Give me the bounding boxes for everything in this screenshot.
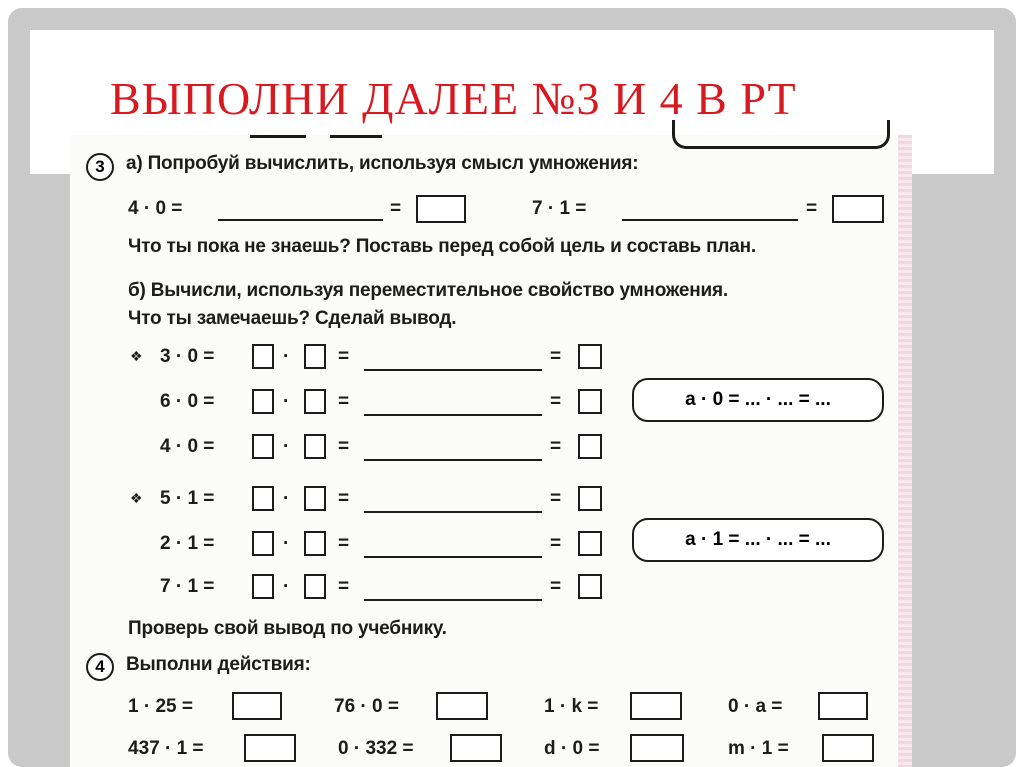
result-box[interactable] (578, 574, 602, 599)
equals-sign: = (390, 198, 402, 219)
multiply-dot: · (283, 391, 290, 412)
task3a-prompt: а) Попробуй вычислить, используя смысл умножения: (126, 153, 639, 174)
task4-expression: m · 1 = (728, 738, 789, 759)
multiply-dot: · (283, 576, 290, 597)
equals-sign: = (550, 436, 562, 457)
factor-box[interactable] (252, 344, 274, 369)
answer-box[interactable] (416, 195, 466, 223)
equals-sign: = (550, 391, 562, 412)
task3a-expression-2: 7 · 1 = (532, 198, 587, 219)
answer-box[interactable] (822, 734, 874, 762)
equals-sign: = (550, 346, 562, 367)
answer-box[interactable] (630, 734, 684, 762)
equals-sign: = (338, 436, 350, 457)
task-number-badge: 4 (86, 653, 114, 681)
answer-line (364, 599, 542, 601)
factor-box[interactable] (304, 434, 326, 459)
task4-expression: 0 · a = (728, 696, 783, 717)
multiply-dot: · (283, 436, 290, 457)
equals-sign: = (338, 346, 350, 367)
row-expression: 7 · 1 = (160, 576, 215, 597)
factor-box[interactable] (304, 389, 326, 414)
result-box[interactable] (578, 486, 602, 511)
task4-expression: d · 0 = (544, 738, 600, 759)
cropped-mark (330, 135, 382, 138)
factor-box[interactable] (252, 486, 274, 511)
answer-line (364, 511, 542, 513)
factor-box[interactable] (252, 434, 274, 459)
equals-sign: = (338, 391, 350, 412)
task4-expression: 1 · k = (544, 696, 599, 717)
answer-box[interactable] (232, 692, 282, 720)
factor-box[interactable] (252, 531, 274, 556)
result-box[interactable] (578, 389, 602, 414)
row-expression: 2 · 1 = (160, 533, 215, 554)
task3b-check-note: Проверь свой вывод по учебнику. (128, 618, 447, 639)
equals-sign: = (550, 576, 562, 597)
page-edge-strip (898, 135, 912, 767)
equals-sign: = (550, 533, 562, 554)
result-box[interactable] (578, 434, 602, 459)
factor-box[interactable] (304, 574, 326, 599)
answer-box[interactable] (630, 692, 682, 720)
multiply-dot: · (283, 533, 290, 554)
factor-box[interactable] (304, 486, 326, 511)
answer-line (622, 219, 798, 221)
cropped-mark (250, 135, 306, 138)
result-box[interactable] (578, 531, 602, 556)
task3a-expression-1: 4 · 0 = (128, 198, 183, 219)
answer-line (364, 414, 542, 416)
multiply-dot: · (283, 346, 290, 367)
slide-title: ВЫПОЛНИ ДАЛЕЕ №3 И 4 В РТ (110, 73, 797, 124)
row-expression: 6 · 0 = (160, 391, 215, 412)
factor-box[interactable] (252, 389, 274, 414)
task4-expression: 0 · 332 = (338, 738, 414, 759)
answer-box[interactable] (436, 692, 488, 720)
answer-line (364, 459, 542, 461)
task-number-badge: 3 (86, 153, 114, 181)
answer-line (364, 369, 542, 371)
answer-box[interactable] (244, 734, 296, 762)
task3b-prompt-line1: б) Вычисли, используя переместительное свойство умножения. (128, 280, 728, 301)
cropped-frame (672, 120, 890, 149)
factor-box[interactable] (304, 531, 326, 556)
answer-line (364, 556, 542, 558)
task3b-prompt-line2: Что ты замечаешь? Сделай вывод. (128, 308, 457, 329)
task4-prompt: Выполни действия: (126, 654, 311, 675)
answer-box[interactable] (818, 692, 868, 720)
task3a-question: Что ты пока не знаешь? Поставь перед собой цель и составь план. (128, 236, 756, 257)
equals-sign: = (338, 488, 350, 509)
equals-sign: = (338, 533, 350, 554)
row-expression: 3 · 0 = (160, 346, 215, 367)
factor-box[interactable] (252, 574, 274, 599)
task4-expression: 437 · 1 = (128, 738, 204, 759)
task4-expression: 1 · 25 = (128, 696, 193, 717)
row-expression: 4 · 0 = (160, 436, 215, 457)
row-expression: 5 · 1 = (160, 488, 215, 509)
equals-sign: = (338, 576, 350, 597)
bullet-diamond-icon: ❖ (130, 490, 143, 506)
factor-box[interactable] (304, 344, 326, 369)
multiply-dot: · (283, 488, 290, 509)
answer-box[interactable] (832, 195, 884, 223)
equals-sign: = (550, 488, 562, 509)
answer-box[interactable] (450, 734, 502, 762)
rule-zero-frame: a · 0 = ... · ... = ... (632, 378, 884, 422)
bullet-diamond-icon: ❖ (130, 348, 143, 364)
answer-line (218, 219, 383, 221)
result-box[interactable] (578, 344, 602, 369)
rule-one-frame: a · 1 = ... · ... = ... (632, 518, 884, 562)
equals-sign: = (806, 198, 818, 219)
task4-expression: 76 · 0 = (334, 696, 399, 717)
